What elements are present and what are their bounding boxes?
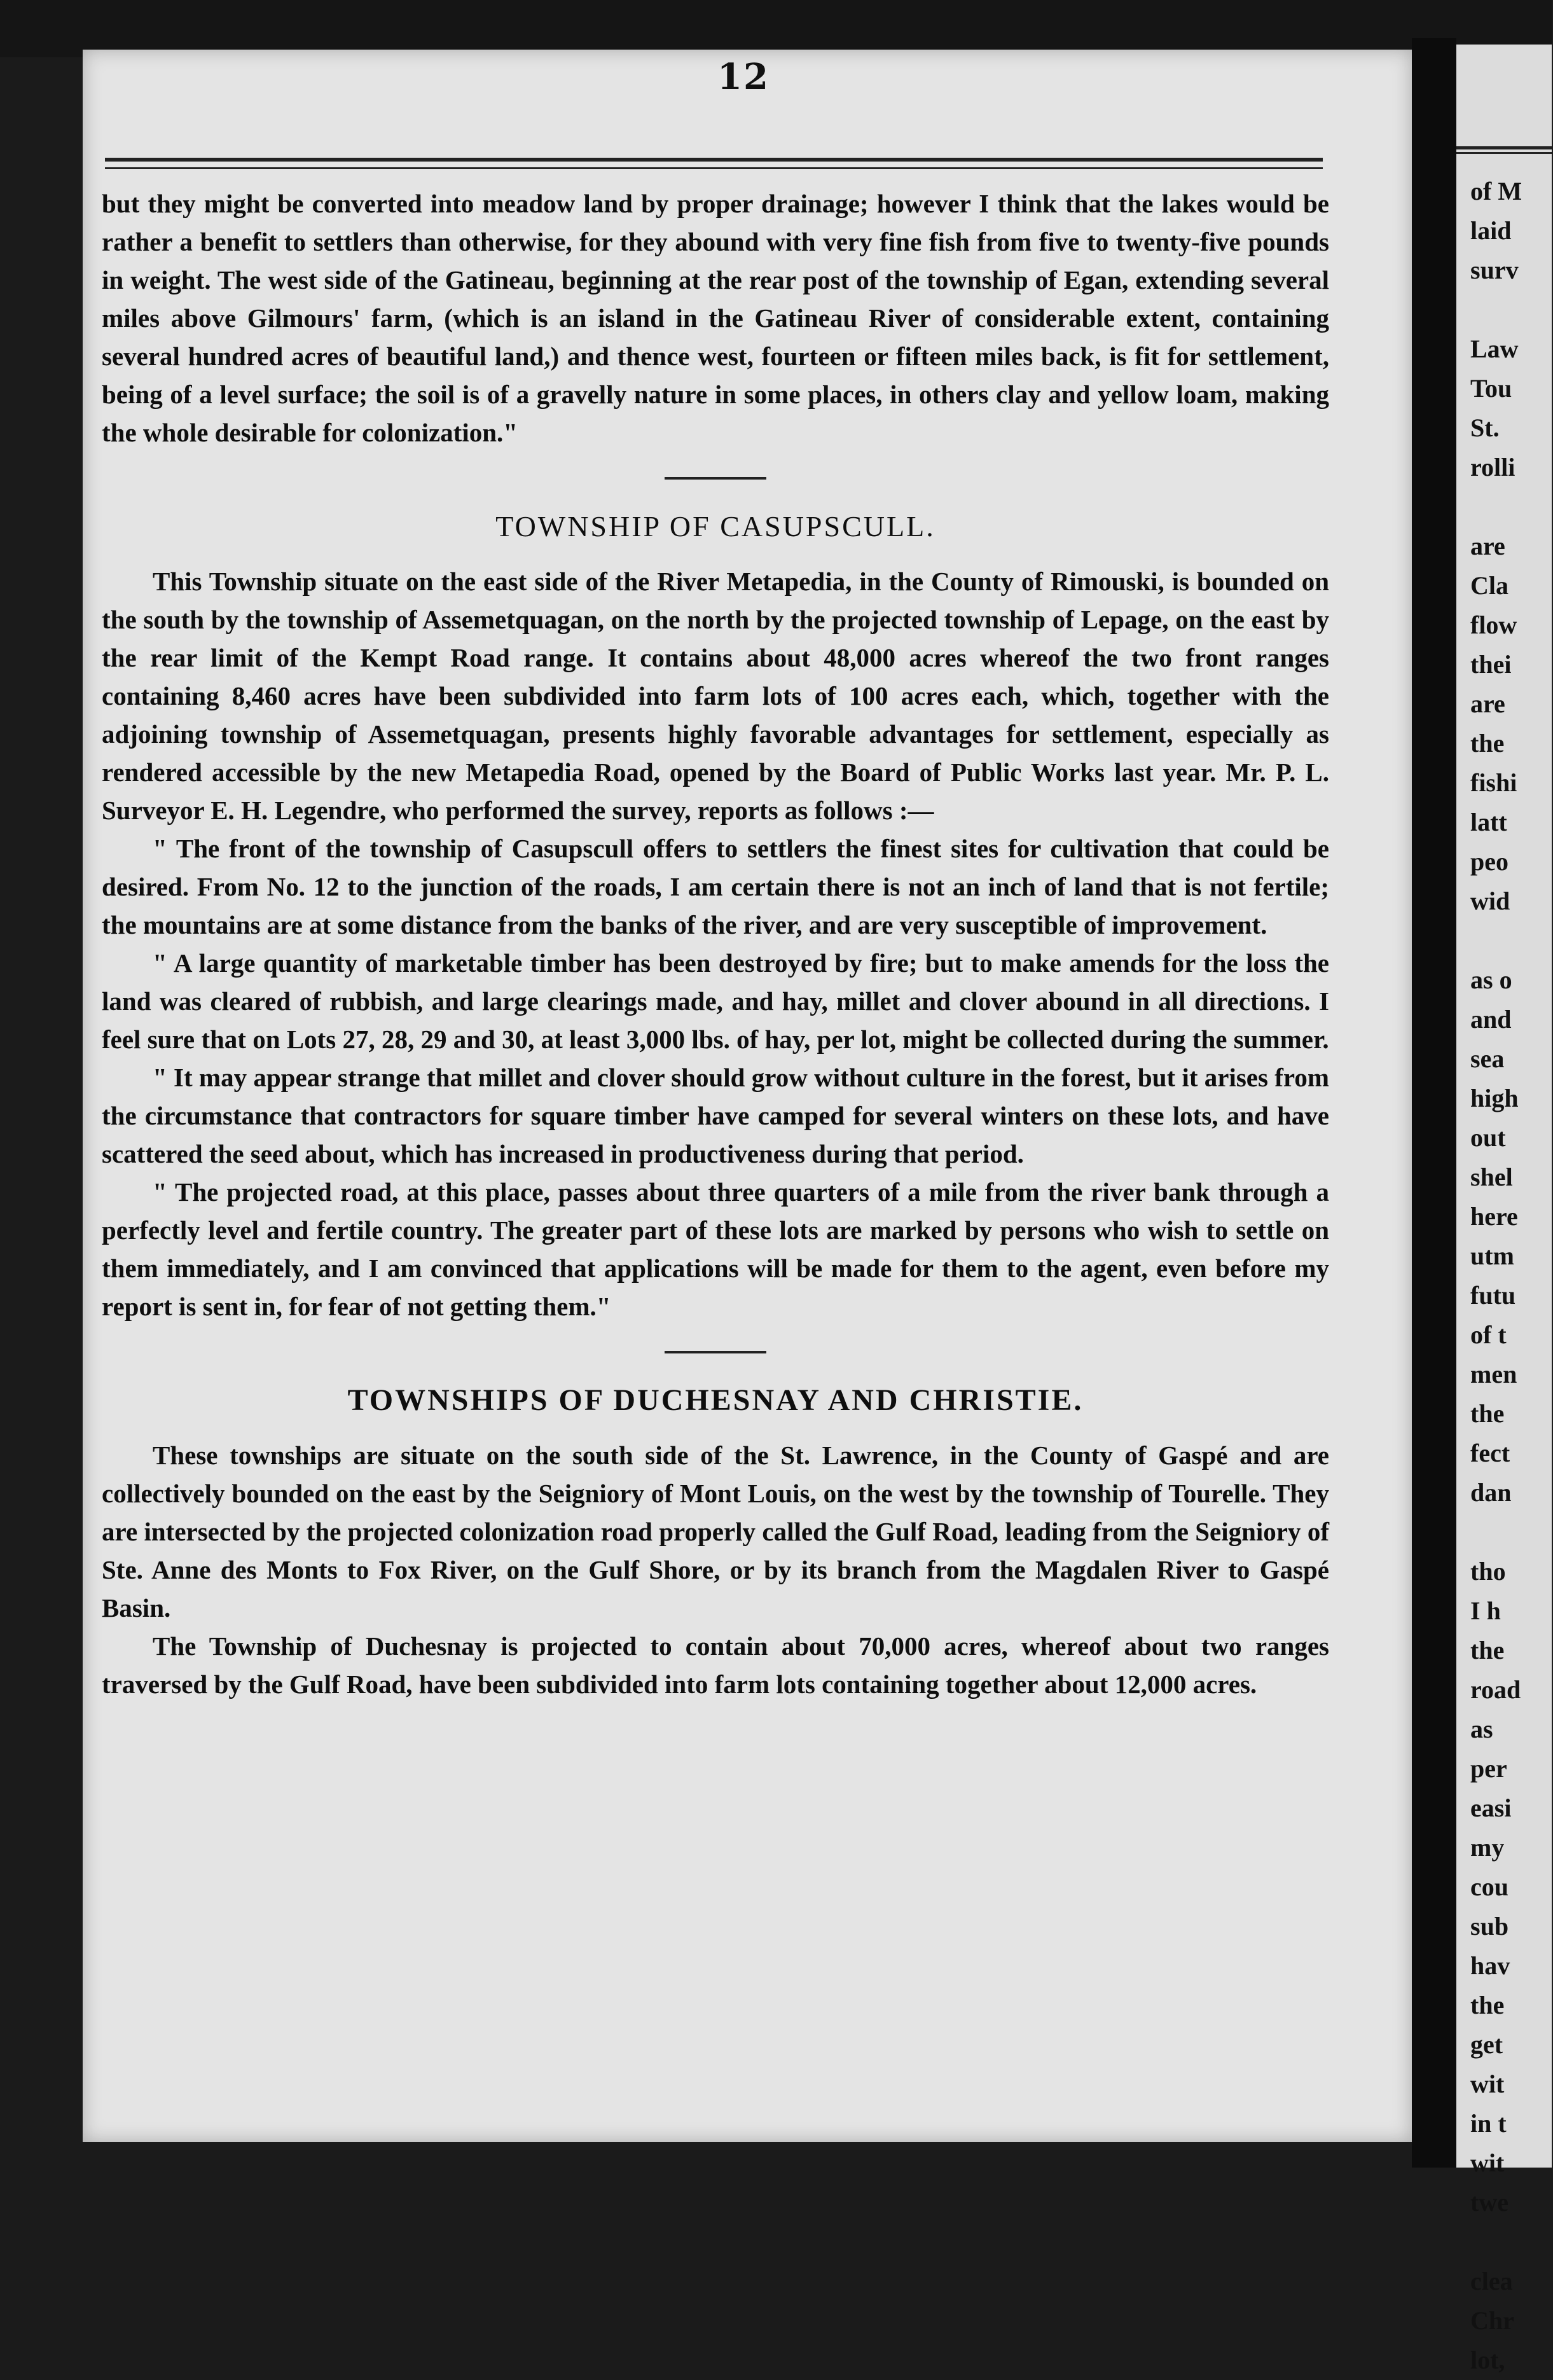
casupscull-quote-1: " The front of the township of Casupscull offers to settlers the finest sites for cultivation that could be desired. From No. 12 to the junction of the roads, I am certain there is not an inch of land that is not fertile; the mountains are at some distance from the banks of the river, and are very susceptible of improvement. [102,834,1329,939]
adjacent-line-fragment: sea [1470,1044,1505,1073]
adjacent-line-fragment: I h [1470,1596,1501,1625]
adjacent-line-fragment: dan [1470,1478,1512,1507]
adjacent-line-fragment: of t [1470,1320,1507,1349]
adjacent-line-fragment: futu [1470,1281,1516,1310]
adjacent-line-fragment: flow [1470,611,1517,639]
section-divider [665,477,766,480]
adjacent-line-fragment: latt [1470,808,1507,836]
adjacent-line-fragment: rolli [1470,453,1515,481]
page-number: 12 [717,56,770,98]
book-gutter [1412,38,1456,2168]
adjacent-line-fragment: laid [1470,216,1512,245]
adjacent-line-fragment: utm [1470,1242,1514,1270]
adjacent-line-fragment: here [1470,1202,1518,1231]
duchesnay-intro: These townships are situate on the south side of the St. Lawrence, in the County of Gaspé and are collectively bounded on the east by the Seigniory of Mont Louis, on the west by the township of Tourelle. They are intersected by the projected colonization road properly called the Gulf Road, leading from the Seigniory of Ste. Anne des Monts to Fox River, on the Gulf Shore, or by its branch from the Magdalen River to Gaspé Basin. [102,1441,1329,1622]
adjacent-line-fragment: the [1470,1399,1505,1428]
adjacent-line-fragment: wit [1470,2148,1505,2177]
adjacent-line-fragment [1470,290,1553,329]
header-rule [105,158,1323,169]
section-heading-duchesnay: TOWNSHIPS OF DUCHESNAY AND CHRISTIE. [347,1383,1084,1417]
section-heading-casupscull: TOWNSHIP OF CASUPSCULL. [495,510,935,543]
adjacent-line-fragment: as [1470,1715,1493,1743]
adjacent-line-fragment: twe [1470,2188,1508,2217]
adjacent-line-fragment: out [1470,1123,1506,1152]
page-body [102,184,1329,1703]
adjacent-line-fragment: per [1470,1754,1507,1783]
adjacent-line-fragment: high [1470,1084,1519,1112]
adjacent-line-fragment [1470,921,1553,960]
adjacent-line-fragment: surv [1470,256,1519,284]
duchesnay-second: The Township of Duchesnay is projected to contain about 70,000 acres, whereof about two ranges traversed by the Gulf Road, have been subdivided into farm lots containing together about 12,000 acres. [102,1631,1329,1699]
adjacent-line-fragment: wit [1470,2070,1505,2098]
adjacent-line-fragment: tho [1470,1557,1506,1586]
adjacent-line-fragment: thei [1470,650,1512,679]
adjacent-header-rule [1456,146,1552,154]
adjacent-line-fragment: in t [1470,2109,1507,2138]
adjacent-line-fragment: hav [1470,1951,1510,1980]
continuation-paragraph: but they might be converted into meadow land by proper drainage; however I think that the lakes would be rather a benefit to settlers than otherwise, for they abound with very fine fish from five to twenty-five pounds in weight. The west side of the Gatineau, beginning at the rear post of the township of Egan, extending several miles above Gilmours' farm, (which is an island in the Gatineau River of considerable extent, containing several hundred acres of beautiful land,) and thence west, fourteen or fifteen miles back, is fit for settlement, being of a level surface; the soil is of a gravelly nature in some places, in others clay and yellow loam, making the whole desirable for colonization." [102,189,1329,447]
adjacent-line-fragment: clea [1470,2267,1513,2295]
scan-border [0,0,1552,57]
adjacent-line-fragment: cou [1470,1872,1508,1901]
adjacent-page [1456,45,1552,2374]
adjacent-page-text [1470,172,1553,2380]
adjacent-line-fragment: the [1470,1991,1505,2019]
adjacent-line-fragment: are [1470,689,1505,718]
adjacent-line-fragment [1470,2222,1553,2262]
adjacent-line-fragment: Chr [1470,2306,1514,2335]
adjacent-line-fragment: sub [1470,1912,1509,1941]
adjacent-line-fragment: Tou [1470,374,1512,403]
adjacent-line-fragment: lot, [1470,2346,1505,2374]
adjacent-line-fragment: and [1470,1005,1512,1034]
adjacent-line-fragment: get [1470,2030,1503,2059]
adjacent-line-fragment: St. [1470,413,1500,442]
adjacent-line-fragment: easi [1470,1794,1512,1822]
section-divider [665,1351,766,1353]
adjacent-line-fragment: of M [1470,177,1522,205]
adjacent-line-fragment: road [1470,1675,1521,1704]
adjacent-line-fragment [1470,487,1553,527]
adjacent-line-fragment: Cla [1470,571,1508,600]
adjacent-line-fragment [1470,1512,1553,1552]
adjacent-line-fragment: the [1470,1636,1505,1664]
adjacent-line-fragment: Law [1470,335,1519,363]
casupscull-quote-2: " A large quantity of marketable timber has been destroyed by fire; but to make amends for the loss the land was cleared of rubbish, and large clearings made, and hay, millet and clover abound in all directions. I feel sure that on Lots 27, 28, 29 and 30, at least 3,000 lbs. of hay, per lot, might be collected during the summer. [102,948,1329,1054]
casupscull-quote-3: " It may appear strange that millet and clover should grow without culture in the forest, but it arises from the circumstance that contractors for square timber have camped for several winters on these lots, and have scattered the seed about, which has increased in productiveness during that period. [102,1063,1329,1168]
adjacent-line-fragment: as o [1470,965,1512,994]
casupscull-quote-4: " The projected road, at this place, passes about three quarters of a mile from the river bank through a perfectly level and fertile country. The greater part of these lots are marked by persons who wish to settle on them immediately, and I am convinced that applications will be made for them to the agent, even before my report is sent in, for fear of not getting them." [102,1177,1329,1321]
casupscull-intro: This Township situate on the east side of the River Metapedia, in the County of Rimouski, is bounded on the south by the township of Assemetquagan, on the north by the projected township of Lepage, on the east by the rear limit of the Kempt Road range. It contains about 48,000 acres whereof the two front ranges containing 8,460 acres have been subdivided into farm lots of 100 acres each, which, together with the adjoining township of Assemetquagan, presents highly favorable advantages for settlement, especially as rendered accessible by the new Metapedia Road, opened by the Board of Public Works last year. Mr. P. L. Surveyor E. H. Legendre, who performed the survey, reports as follows :— [102,567,1329,825]
adjacent-line-fragment: my [1470,1833,1505,1862]
adjacent-line-fragment: fishi [1470,768,1517,797]
adjacent-line-fragment: men [1470,1360,1517,1388]
adjacent-line-fragment: wid [1470,887,1510,915]
adjacent-line-fragment: fect [1470,1439,1510,1467]
adjacent-line-fragment: peo [1470,847,1508,876]
adjacent-line-fragment: the [1470,729,1505,758]
adjacent-line-fragment: are [1470,532,1505,560]
adjacent-line-fragment: shel [1470,1163,1513,1191]
